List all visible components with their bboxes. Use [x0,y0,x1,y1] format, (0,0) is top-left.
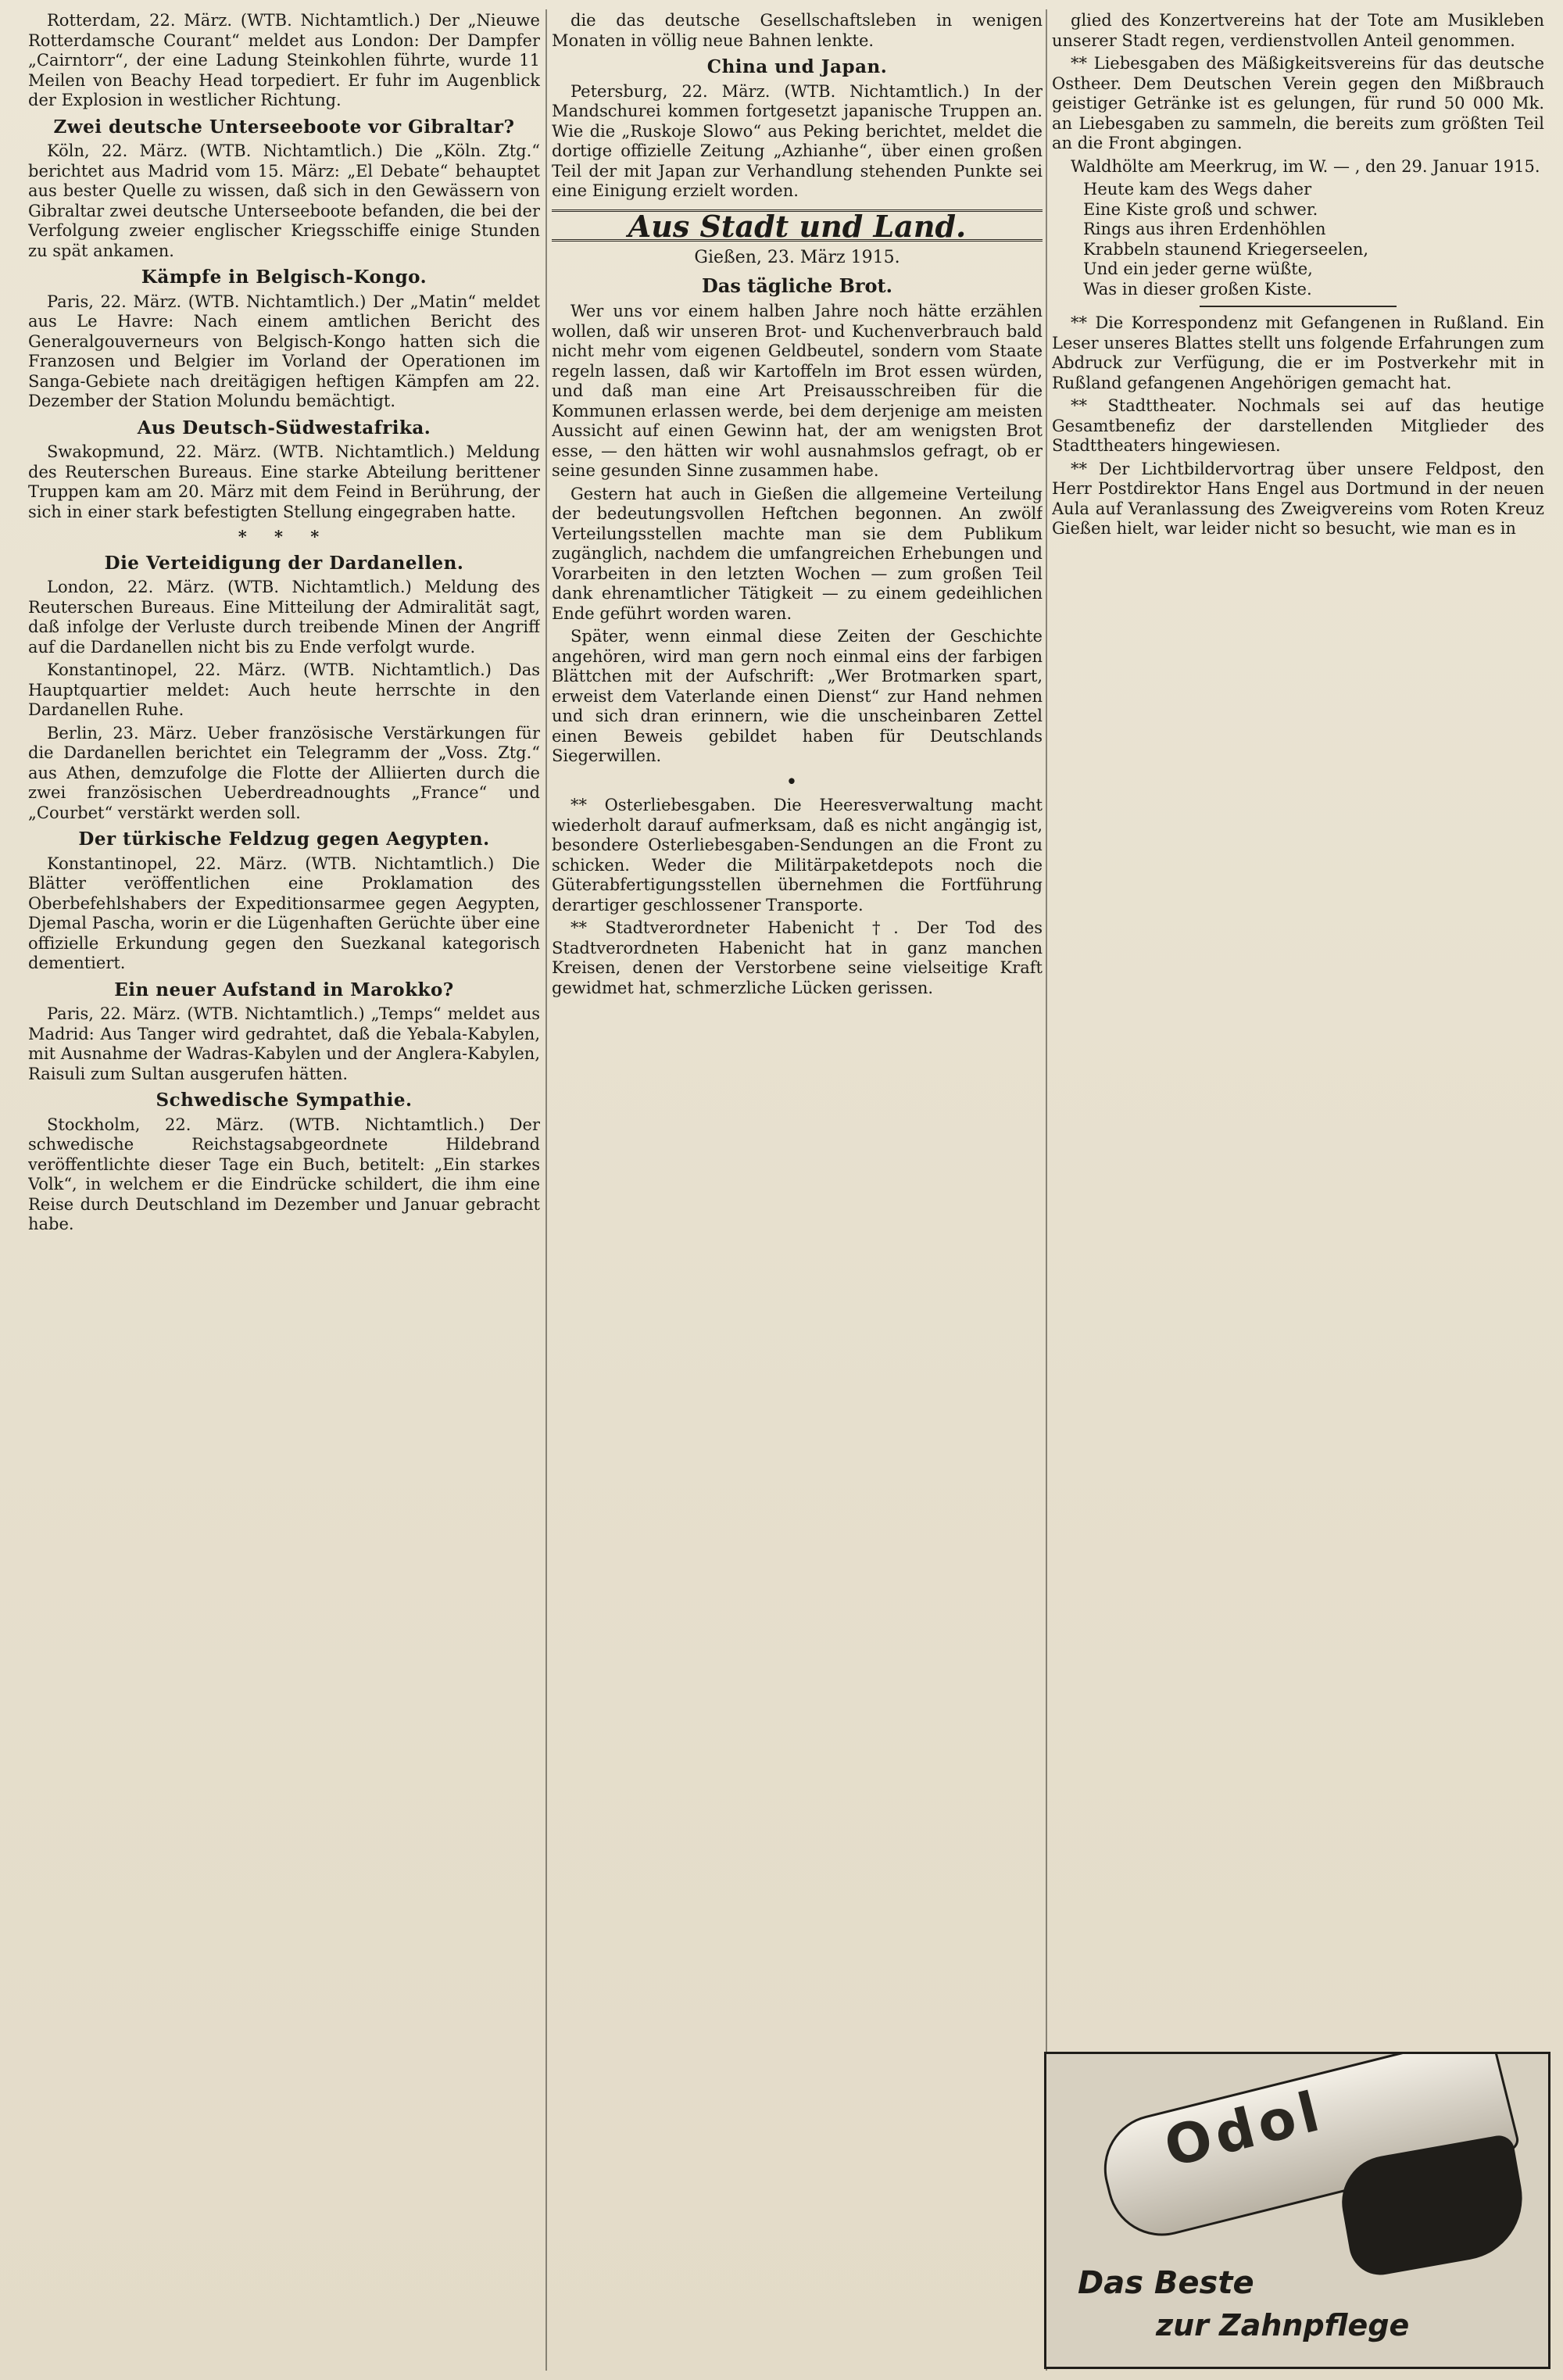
section-heading: Der türkische Feldzug gegen Aegypten. [78,829,490,850]
column-1 [28,11,540,2369]
news-paragraph: glied des Konzertvereins hat der Tote am Musikleben unserer Stadt regen, verdienstvollen Anteil genommen. [1052,11,1544,50]
news-paragraph: ** Die Korrespondenz mit Gefangenen in Rußland. Ein Leser unseres Blattes stellt uns folgende Erfahrungen zum Abdruck zur Verfügung, die er im Postverkehr mit in Rußland gefangenen Angehörigen gemacht hat. [1052,313,1544,392]
divider [1200,306,1397,307]
news-paragraph: Konstantinopel, 22. März. (WTB. Nichtamtlich.) Die Blätter veröffentlichen eine Proklamation des Oberbefehlshabers der Expeditionsarmee gegen Aegypten, Djemal Pascha, worin er die Lügenhaften Gerüchte über eine offizielle Erkundung gegen den Suezkanal kategorisch dementiert. [28,854,540,972]
news-paragraph: ** Stadttheater. Nochmals sei auf das heutige Gesamtbenefiz der darstellenden Mitglieder des Stadttheaters hingewiesen. [1052,396,1544,455]
column-divider [1046,9,1047,2371]
local-news-banner [552,209,1043,242]
section-heading: Die Verteidigung der Dardanellen. [104,552,464,574]
poem-line: Rings aus ihren Erdenhöhlen [1083,220,1326,238]
column-3 [1052,11,1544,2044]
news-paragraph: Gestern hat auch in Gießen die allgemeine Verteilung der bedeutungsvollen Heftchen begonnen. An zwölf Verteilungsstellen machte man sie dem Publikum zugänglich, nachdem die umfangreichen Erhebungen und Vorarbeiten in den letzten Wochen — zum großen Teil dank ehrenamtlicher Tätigkeit — zu einem gedeihlichen Ende geführt worden waren. [552,484,1043,623]
section-separator: * * * [238,527,331,546]
news-paragraph: ** Liebesgaben des Mäßigkeitsvereins für das deutsche Ostheer. Dem Deutschen Verein gegen den Mißbrauch geistiger Getränke ist es gelungen, für rund 50 000 Mk. an Liebesgaben zu sammeln, die bereits zum größten Teil an die Front abgingen. [1052,54,1544,152]
news-paragraph: ** Stadtverordneter Habenicht †. Der Tod des Stadtverordneten Habenicht hat in ganz manchen Kreisen, denen der Verstorbene seine vielseitige Kraft gewidmet hat, schmerzliche Lücken gerissen. [552,918,1043,997]
section-heading: Kämpfe in Belgisch-Kongo. [141,267,427,288]
news-paragraph: London, 22. März. (WTB. Nichtamtlich.) Meldung des Reuterschen Bureaus. Eine Mitteilung der Admiralität sagt, daß infolge der Verluste durch treibende Minen der Angriff auf die Dardanellen nicht bis zu Ende verfolgt wurde. [28,578,540,657]
news-paragraph: die das deutsche Gesellschaftsleben in wenigen Monaten in völlig neue Bahnen lenkte. [552,11,1043,50]
news-paragraph: Paris, 22. März. (WTB. Nichtamtlich.) „Temps“ meldet aus Madrid: Aus Tanger wird gedrahtet, daß die Yebala-Kabylen, mit Ausnahme der Wadras-Kabylen und der Anglera-Kabylen, Raisuli zum Sultan ausgerufen hätten. [28,1004,540,1083]
section-heading: China und Japan. [706,56,888,77]
column-divider [545,9,547,2371]
letter-dateline: Waldhölte am Meerkrug, im W. — , den 29. Januar 1915. [1071,156,1540,176]
news-paragraph: Petersburg, 22. März. (WTB. Nichtamtlich.) In der Mandschurei kommen fortgesetzt japanische Truppen an. Wie die „Ruskoje Slowo“ aus Peking berichtet, meldet die dortige offizielle Zeitung „Azhianhe“, über einen großen Teil der mit Japan zur Verhandlung stehenden Punkte sei eine Einigung erzielt worden. [552,81,1043,200]
section-heading: Aus Deutsch-Südwestafrika. [137,417,431,438]
news-paragraph: Köln, 22. März. (WTB. Nichtamtlich.) Die „Köln. Ztg.“ berichtet aus Madrid vom 15. März: „El Debate“ behauptet aus bester Quelle zu wissen, daß sich in den Gewässern von Gibraltar zwei deutsche Unterseeboote befanden, die bei der Verfolgung zweier englischer Kriegsschiffe einige Stunden zu spät ankamen. [28,141,540,260]
news-paragraph: Paris, 22. März. (WTB. Nichtamtlich.) Der „Matin“ meldet aus Le Havre: Nach einem amtlichen Bericht des Generalgouverneurs von Belgisch-Kongo hatten sich die Franzosen und Belgier im Vorland der Operationen im Sanga-Gebiete nach dreitägigen heftigen Kämpfen am 22. Dezember der Station Molundu bemächtigt. [28,292,540,410]
poem [1052,180,1544,299]
section-separator: • [786,771,808,791]
ad-slogan-line-1: Das Beste [1078,2265,1254,2301]
section-heading: Ein neuer Aufstand in Marokko? [114,979,454,1000]
local-news-title: Aus Stadt und Land. [628,208,967,244]
ad-brand-name: Odol [1158,2078,1330,2180]
odol-advertisement [1044,2052,1550,2369]
news-paragraph: Stockholm, 22. März. (WTB. Nichtamtlich.) Der schwedische Reichstagsabgeordnete Hildebrand veröffentlichte dieser Tage ein Buch, betitelt: „Ein starkes Volk“, in welchem er die Eindrücke schildert, die ihm eine Reise durch Deutschland im Dezember und Januar gebracht habe. [28,1115,540,1233]
news-paragraph: Konstantinopel, 22. März. (WTB. Nichtamtlich.) Das Hauptquartier meldet: Auch heute herrschte in den Dardanellen Ruhe. [28,660,540,719]
news-paragraph: Später, wenn einmal diese Zeiten der Geschichte angehören, wird man gern noch einmal eins der farbigen Blättchen mit der Aufschrift: „Wer Brotmarken spart, erweist dem Vaterlande einen Dienst“ zur Hand nehmen und sich dran erinnern, wie die unscheinbaren Zettel einen Beweis gebildet haben für Deutschlands Siegerwillen. [552,627,1043,765]
news-paragraph: Berlin, 23. März. Ueber französische Verstärkungen für die Dardanellen berichtet ein Telegramm der „Voss. Ztg.“ aus Athen, demzufolge die Flotte der Alliierten durch die zwei französischen Ueberdreadnoughts „France“ und „Courbet“ verstärkt werden soll. [28,723,540,822]
news-paragraph: Wer uns vor einem halben Jahre noch hätte erzählen wollen, daß wir unseren Brot- und Kuchenverbrauch bald nicht mehr vom eigenen Geldbeutel, sondern vom Staate regeln lassen, daß wir Kartoffeln im Brot essen würden, und daß man eine Art Preisausschreiben für die Kommunen erlassen werde, bei dem derjenige am meisten Aussicht auf einen Gewinn hat, der am wenigsten Brot esse, — den hätten wir wohl ausnahmslos gefragt, ob er seine gesunden Sinne zusammen habe. [552,302,1043,480]
dateline: Gießen, 23. März 1915. [694,248,900,267]
poem-line: Was in dieser großen Kiste. [1083,279,1312,299]
news-paragraph: ** Der Lichtbildervortrag über unsere Feldpost, den Herr Postdirektor Hans Engel aus Dortmund in der neuen Aula auf Veranlassung des Zweigvereins vom Roten Kreuz Gießen hielt, war leider nicht so besucht, wie man es in [1052,459,1544,538]
poem-line: Heute kam des Wegs daher [1083,180,1312,199]
poem-line: Und ein jeder gerne wüßte, [1083,259,1313,278]
news-paragraph: ** Osterliebesgaben. Die Heeresverwaltung macht wiederholt darauf aufmerksam, daß es nicht angängig ist, besondere Osterliebesgaben-Sendungen an die Front zu schicken. Weder die Militärpaketdepots noch die Güterabfertigungsstellen übernehmen die Fortführung derartiger geschlossener Transporte. [552,796,1043,914]
poem-line: Krabbeln staunend Kriegerseelen, [1083,239,1369,259]
news-paragraph: Rotterdam, 22. März. (WTB. Nichtamtlich.) Der „Nieuwe Rotterdamsche Courant“ meldet aus London: Der Dampfer „Cairntorr“, der eine Ladung Steinkohlen führte, wurde 11 Meilen von Beachy Head torpediert. Er fuhr im Augenblick der Explosion in westlicher Richtung. [28,11,540,109]
ad-slogan-line-2: zur Zahnpflege [1156,2308,1410,2342]
section-heading: Schwedische Sympathie. [156,1090,413,1111]
news-paragraph: Swakopmund, 22. März. (WTB. Nichtamtlich.) Meldung des Reuterschen Bureaus. Eine starke Abteilung berittener Truppen kam am 20. März mit dem Feind in Berührung, der sich in einer stark befestigten Stellung eingegraben hatte. [28,442,540,521]
section-heading: Das tägliche Brot. [702,274,892,297]
column-2 [552,11,1043,2369]
section-heading: Zwei deutsche Unterseeboote vor Gibraltar? [53,116,515,138]
poem-line: Eine Kiste groß und schwer. [1083,199,1318,219]
